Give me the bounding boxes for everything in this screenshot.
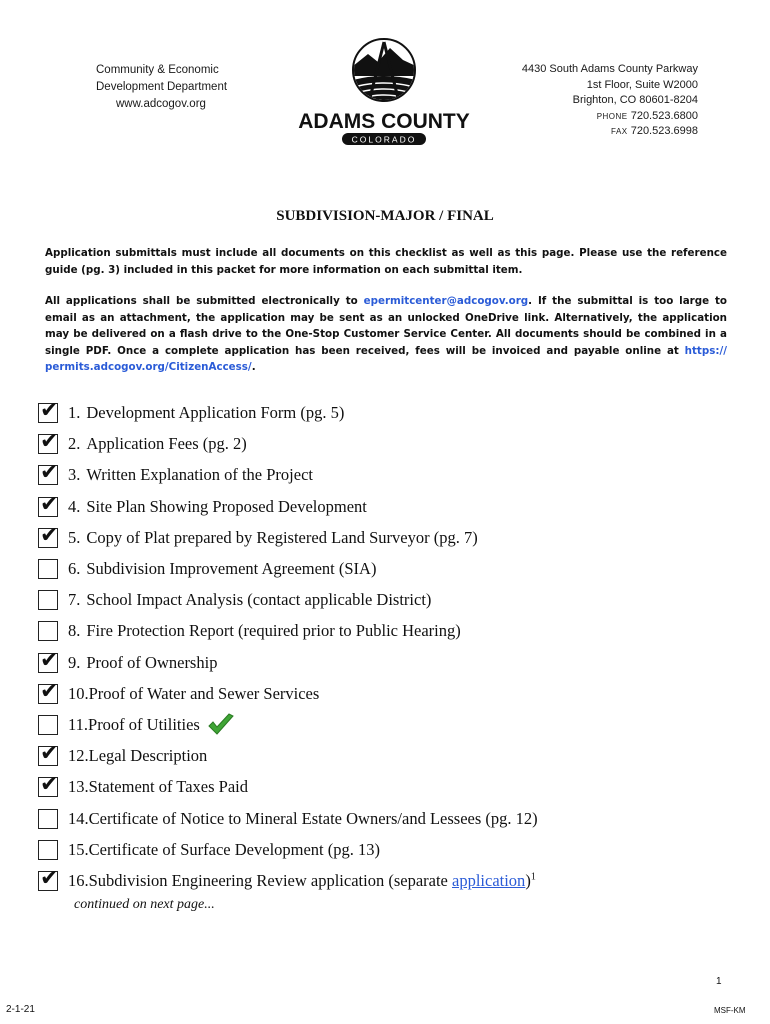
checklist-item-label: Statement of Taxes Paid xyxy=(88,777,249,797)
checklist-item-number: 10. xyxy=(68,683,89,703)
checklist-item-text xyxy=(68,403,344,423)
checkbox[interactable] xyxy=(38,429,59,455)
checklist-item-label: Certificate of Notice to Mineral Estate Owners/and Lessees (pg. 12) xyxy=(88,808,538,828)
checklist-item xyxy=(38,556,376,582)
checklist-item-label: School Impact Analysis (contact applicable District) xyxy=(86,590,432,610)
checklist-item-label: Proof of Utilities xyxy=(88,715,200,734)
checklist-item-text xyxy=(68,497,367,517)
checklist-item-text xyxy=(68,590,431,610)
checklist-item-label: Subdivision Engineering Review application (separate xyxy=(88,871,452,890)
checklist-item-number: 1. xyxy=(68,403,81,422)
email-link[interactable]: epermitcenter@adcogov.org xyxy=(363,295,529,307)
checklist-item-label: Fire Protection Report (required prior to Public Hearing) xyxy=(86,621,461,641)
checklist-item-text xyxy=(68,559,376,579)
checklist-item-text xyxy=(68,684,319,704)
logo-subtitle: COLORADO xyxy=(351,134,417,145)
checklist-item-label: Certificate of Surface Development (pg. 13) xyxy=(88,839,381,859)
checkbox[interactable] xyxy=(38,772,59,798)
checkmark-icon: ✔ xyxy=(40,678,59,704)
checklist-item-number: 6. xyxy=(68,559,81,578)
checklist-item xyxy=(38,400,344,426)
checklist-item-number: 12. xyxy=(68,746,89,766)
checklist-item-text xyxy=(68,434,247,454)
checkbox[interactable] xyxy=(38,621,58,641)
checklist-item xyxy=(38,647,218,676)
checklist-item xyxy=(38,587,431,613)
checklist-item xyxy=(38,618,461,644)
checkbox[interactable] xyxy=(38,460,59,486)
checkbox[interactable] xyxy=(38,678,59,704)
fax-line: FAX 720.523.6998 xyxy=(611,125,698,137)
checklist-item-label: Copy of Plat prepared by Registered Land Surveyor (pg. 7) xyxy=(86,527,478,547)
engineering-application-link[interactable]: application xyxy=(452,871,526,890)
dept-name-line2: Development Department xyxy=(96,81,228,93)
logo-title: ADAMS COUNTY xyxy=(298,110,470,133)
intro-paragraph-1: Application submittals must include all documents on this checklist as well as this page. Please use the reference guide (pg. 3) included in this packet for more information on each submittal item. xyxy=(45,247,727,276)
checklist-item-label: Proof of Water and Sewer Services xyxy=(88,683,320,703)
citizen-access-link[interactable]: https:// permits.adcogov.org/CitizenAccess/ xyxy=(45,344,727,373)
checkmark-icon: ✔ xyxy=(40,491,59,517)
checklist-item-number: 14. xyxy=(68,808,89,828)
checkbox[interactable] xyxy=(38,840,58,860)
checkmark-icon: ✔ xyxy=(40,741,59,767)
checklist-item-text xyxy=(68,777,248,797)
continued-note: continued on next page... xyxy=(74,897,215,912)
checklist-item-label: Proof of Ownership xyxy=(86,652,218,672)
address-block xyxy=(520,62,698,140)
checklist-item-number: 15. xyxy=(68,839,89,859)
checklist-item-text xyxy=(68,746,207,766)
checklist-item-label: Site Plan Showing Proposed Development xyxy=(86,496,367,516)
checklist-item xyxy=(38,837,380,863)
footnote-marker: 1 xyxy=(530,871,536,883)
checkmark-icon: ✔ xyxy=(40,522,59,548)
checklist-item-number: 11. xyxy=(68,715,89,734)
form-code: MSF-KM xyxy=(714,1006,746,1015)
address-line2: 1st Floor, Suite W2000 xyxy=(586,78,698,91)
intro-paragraph-2: All applications shall be submitted electronically to epermitcenter@adcogov.org. If the submittal is too large to email as an attachment, the application may be sent as an unlocked OneDrive link. Alternatively, the application may be delivered on a flash drive to the One-Stop Customer Service Center. All documents should be combined in a single PDF. Once a complete application has been received, fees will be invoiced and payable online at https:// permits.adcogov.org/CitizenAccess/. xyxy=(45,295,727,373)
checkmark-icon: ✔ xyxy=(40,866,59,891)
dept-website: www.adcogov.org xyxy=(116,98,206,110)
checklist-item xyxy=(38,522,478,551)
checkmark-icon: ✔ xyxy=(40,398,59,423)
checklist-item-number: 9. xyxy=(68,652,81,672)
checkmark-icon: ✔ xyxy=(40,772,59,798)
checklist-item xyxy=(38,806,538,832)
checklist-item-text xyxy=(68,715,200,735)
address-line3: Brighton, CO 80601-8204 xyxy=(572,94,698,106)
adams-county-logo xyxy=(298,36,470,148)
dept-name-line1: Community & Economic xyxy=(96,64,219,76)
page-title: SUBDIVISION-MAJOR / FINAL xyxy=(276,208,494,224)
checklist-item-number: 2. xyxy=(68,434,81,454)
checkbox[interactable] xyxy=(38,590,58,610)
checklist-item-number: 8. xyxy=(68,621,81,641)
checkbox[interactable] xyxy=(38,559,58,579)
checklist-item-suffix: ) xyxy=(525,871,531,890)
checklist-item-text xyxy=(68,465,313,485)
checklist-item xyxy=(38,712,236,738)
checkmark-icon: ✔ xyxy=(40,647,59,673)
checklist-item-text xyxy=(68,528,478,548)
checklist-item xyxy=(38,743,207,769)
checklist-item xyxy=(38,868,536,894)
checklist-item-label: Legal Description xyxy=(88,746,208,766)
checkbox[interactable] xyxy=(38,522,59,548)
checkbox[interactable] xyxy=(38,647,59,673)
checkbox[interactable] xyxy=(38,741,59,767)
address-line1: 4430 South Adams County Parkway xyxy=(521,63,698,75)
checklist-item xyxy=(38,431,247,457)
checklist-item-label: Application Fees (pg. 2) xyxy=(86,434,247,454)
checkbox[interactable] xyxy=(38,866,59,891)
checkbox[interactable] xyxy=(38,809,58,829)
checklist-item-text xyxy=(68,840,380,860)
checkbox[interactable] xyxy=(38,715,58,735)
checkmark-icon: ✔ xyxy=(40,460,59,486)
checklist-item-number: 4. xyxy=(68,496,81,516)
checklist-item-text xyxy=(68,653,217,673)
green-checkmark-icon xyxy=(206,712,236,738)
checklist-item xyxy=(38,774,248,800)
checklist-item-text xyxy=(68,621,461,641)
checklist-item-number: 5. xyxy=(68,527,81,547)
revision-date: 2-1-21 xyxy=(6,1004,35,1015)
checklist-item-text xyxy=(68,809,538,829)
checklist-item-number: 3. xyxy=(68,465,81,485)
checkbox[interactable] xyxy=(38,398,59,423)
checklist-item-text xyxy=(68,871,536,891)
checklist-item-number: 7. xyxy=(68,590,81,610)
checklist-item-number: 16. xyxy=(68,871,89,890)
checkbox[interactable] xyxy=(38,491,59,517)
checklist-item xyxy=(38,491,367,520)
checkmark-icon: ✔ xyxy=(40,429,59,455)
checklist-item-number: 13. xyxy=(68,777,89,797)
checklist-item-label: Written Explanation of the Project xyxy=(86,465,313,485)
page-number: 1 xyxy=(716,976,722,987)
phone-line: PHONE 720.523.6800 xyxy=(596,109,698,122)
checklist-item-label: Development Application Form (pg. 5) xyxy=(86,403,345,422)
department-block xyxy=(96,62,227,113)
checklist-item-label: Subdivision Improvement Agreement (SIA) xyxy=(86,559,377,578)
checklist-item xyxy=(38,678,320,707)
checklist-item xyxy=(38,462,313,488)
